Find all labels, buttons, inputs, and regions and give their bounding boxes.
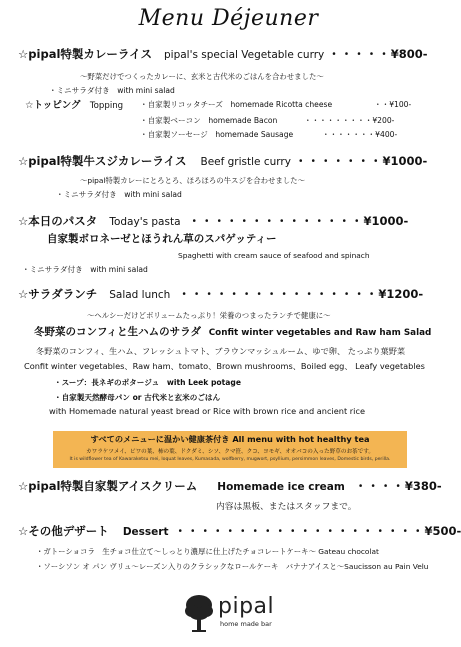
curry-salad: ・ミニサラダ付き with mini salad [49, 86, 175, 95]
ice-cream-price: ¥380- [404, 479, 442, 493]
salad-lunch-title: ☆サラダランチ [18, 287, 98, 301]
topping-price: ・・・・・・・¥400- [322, 130, 398, 139]
ice-cream-note: 内容は黒板、またはスタッフまで。 [216, 502, 357, 512]
dessert-heading [18, 523, 461, 539]
topping-item: ・自家製ベーコン homemade Bacon [140, 116, 278, 125]
salad-lunch-heading [18, 286, 423, 302]
pasta-dots: ・・・・・・・・・・・・・・ [188, 214, 364, 228]
tea-notice-box [53, 431, 407, 468]
pasta-salad: ・ミニサラダ付き with mini salad [22, 265, 148, 274]
salad-lunch-price: ¥1200- [378, 287, 424, 301]
salad-bread: ・自家製天然酵母パン or 古代米と玄米のごはん [54, 393, 221, 402]
tea-notice-title: すべてのメニューに温かい健康茶付き All menu with hot healthy tea [90, 434, 370, 444]
salad-lunch-dots: ・・・・・・・・・・・・・・・・ [178, 287, 379, 301]
dessert-title-en: Dessert [122, 526, 169, 538]
logo-name: pipal [218, 594, 275, 619]
curry-description: ～野菜だけでつくったカレーに、玄米と古代米のごはんを合わせました～ [80, 72, 324, 81]
topping-price: ・・¥100- [374, 100, 412, 109]
pasta-heading [18, 213, 408, 229]
dessert-dots: ・・・・・・・・・・・・・・・・・・・・ [174, 524, 425, 538]
tree-icon [184, 593, 214, 633]
salad-soup: ・スープ：長ネギのポタージュ with Leek potage [54, 378, 241, 387]
salad-ingredients-en: Confit winter vegetables、Raw ham、tomato、Brown mushrooms、Boiled egg、 Leafy vegetables [24, 361, 425, 371]
ice-cream-dots: ・・・・ [354, 479, 405, 493]
pasta-name-jp: 自家製ボロネーゼとほうれん草のスパゲッティー [47, 233, 277, 245]
beef-title-en: Beef gristle curry [200, 156, 291, 168]
tea-notice-english: It is wildflower tea of Kawaraketsu mei, loquat leaves, Kumasada, wolfberry, mugwort, psyllium, persimmon leaves, Domestic birds, perilla. [69, 457, 391, 462]
topping-item: ・自家製ソーセージ homemade Sausage [140, 130, 294, 139]
pasta-title-en: Today's pasta [109, 216, 181, 228]
salad-lunch-description: ～ヘルシーだけどボリュームたっぷり！栄養のつまったランチで健康に～ [87, 311, 331, 320]
topping-label-en: Topping [89, 101, 124, 111]
curry-title-en: pipal's special Vegetable curry [163, 49, 325, 61]
beef-dots: ・・・・・・・ [294, 154, 383, 168]
dessert-price: ¥500- [424, 524, 461, 538]
salad-lunch-title-en: Salad lunch [109, 289, 171, 301]
topping-heading [25, 97, 123, 111]
dessert-title: ☆その他デザート [18, 524, 109, 538]
topping-label: ☆トッピング [25, 100, 81, 111]
salad-bread-en: with Homemade natural yeast bread or Rice with brown rice and ancient rice [49, 406, 365, 416]
tea-notice-ingredients: カワラケツメイ、ビワの葉、柿の葉、ドクダミ、シソ、クマ笹、クコ、ヨモギ、オオバコの入った野草のお茶です。 [86, 449, 374, 455]
curry-dots: ・・・・・ [328, 47, 391, 61]
salad-lunch-name-en: Confit winter vegetables and Raw ham Salad [208, 328, 432, 338]
curry-heading [18, 46, 428, 62]
pasta-title: ☆本日のパスタ [18, 214, 98, 228]
beef-description: ～pipal特製カレーにとろとろ、ほろほろの牛スジを合わせました～ [80, 176, 305, 185]
logo-tagline: home made bar [220, 620, 272, 628]
curry-title: ☆pipal特製カレーライス [18, 47, 152, 61]
curry-price: ¥800- [390, 47, 428, 61]
salad-lunch-name-jp: 冬野菜のコンフィと生ハムのサラダ [34, 326, 202, 338]
beef-title: ☆pipal特製牛スジカレーライス [18, 154, 187, 168]
salad-ingredients-jp: 冬野菜のコンフィ、生ハム、フレッシュトマト、ブラウンマッシュルーム、ゆで卵、 たっぷり葉野菜 [36, 346, 406, 356]
dessert-item: ・ソーシソン オ パン ヴリュ～レーズン入りのクラシックなロールケーキ バナナアイスと～Saucisson au Pain Velu [36, 562, 429, 571]
dessert-item: ・ガトーショコラ 生チョコ仕立て～しっとり濃厚に仕上げたチョコレートケーキ～ Gateau chocolat [36, 547, 379, 556]
beef-salad: ・ミニサラダ付き with mini salad [56, 190, 182, 199]
ice-cream-title: ☆pipal特製自家製アイスクリーム [18, 479, 198, 493]
pasta-name-en: Spaghetti with cream sauce of seafood and spinach [178, 251, 370, 260]
topping-item: ・自家製リコッタチーズ homemade Ricotta cheese [140, 100, 333, 109]
ice-cream-heading [18, 478, 442, 494]
page-title: Menu Déjeuner [138, 6, 319, 31]
ice-cream-title-en: Homemade ice cream [217, 481, 345, 493]
salad-lunch-name [34, 324, 431, 339]
beef-price: ¥1000- [382, 154, 428, 168]
pasta-price: ¥1000- [363, 214, 409, 228]
beef-heading [18, 153, 427, 169]
topping-price: ・・・・・・・・・¥200- [304, 116, 395, 125]
